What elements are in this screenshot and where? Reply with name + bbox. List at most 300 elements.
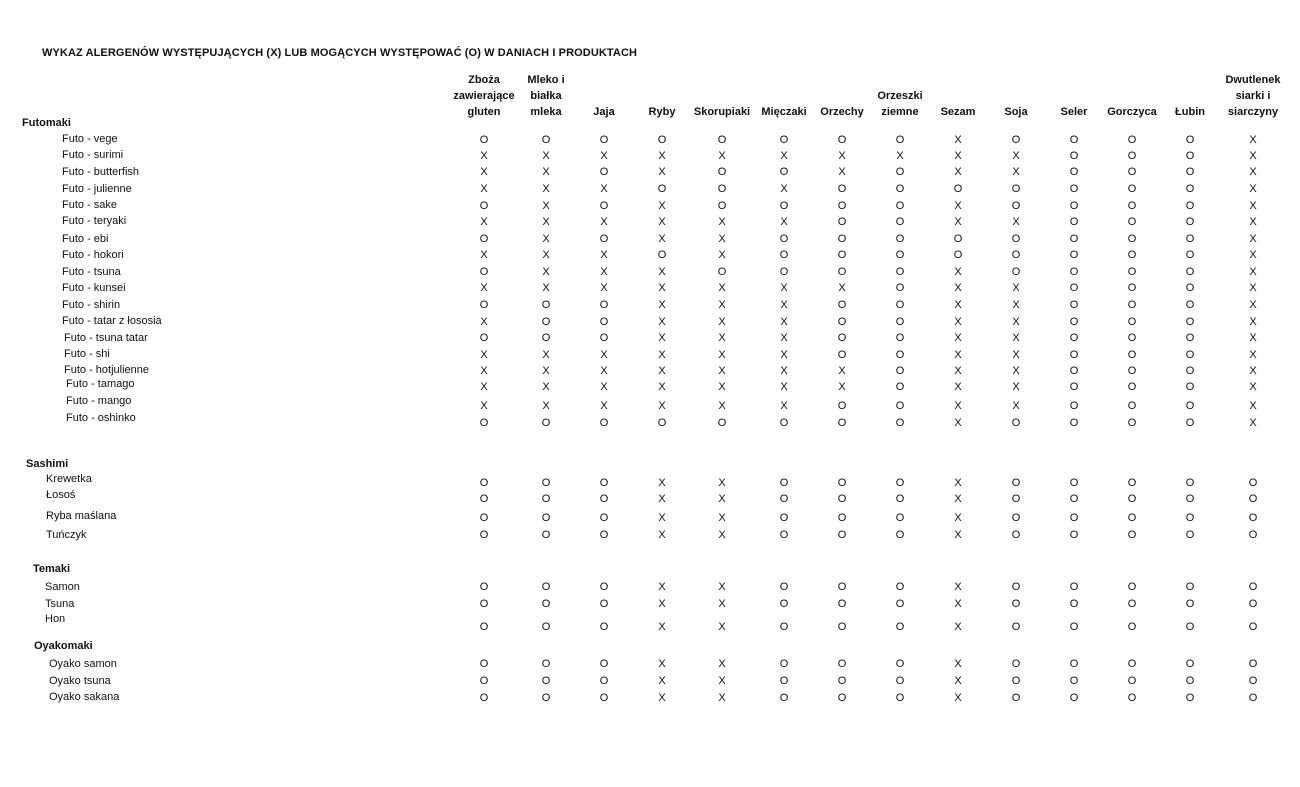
allergen-cell: X — [780, 299, 788, 311]
allergen-cell: X — [954, 400, 962, 412]
allergen-cell: X — [542, 200, 550, 212]
item-name: Futo - mango — [66, 395, 132, 407]
column-header-line: Sezam — [940, 106, 976, 118]
allergen-cell: O — [1127, 477, 1137, 489]
allergen-cell: O — [779, 417, 789, 429]
allergen-cell: X — [718, 692, 726, 704]
item-name: Ryba maślana — [46, 510, 117, 522]
allergen-cell: O — [895, 282, 905, 294]
allergen-cell: O — [779, 621, 789, 633]
allergen-cell: O — [717, 417, 727, 429]
allergen-cell: O — [895, 216, 905, 228]
allergen-cell: O — [1011, 598, 1021, 610]
allergen-cell: X — [600, 266, 608, 278]
allergen-cell: X — [542, 249, 550, 261]
allergen-cell: O — [1011, 581, 1021, 593]
allergen-cell: X — [542, 183, 550, 195]
allergen-cell: X — [954, 349, 962, 361]
item-name: Łosoś — [46, 489, 76, 501]
item-name: Futo - tamago — [66, 378, 135, 390]
allergen-cell: O — [599, 166, 609, 178]
allergen-cell: O — [779, 233, 789, 245]
allergen-cell: X — [718, 316, 726, 328]
allergen-cell: O — [479, 266, 489, 278]
allergen-cell: X — [542, 233, 550, 245]
allergen-cell: X — [1249, 134, 1257, 146]
allergen-cell: O — [717, 200, 727, 212]
allergen-cell: O — [895, 529, 905, 541]
allergen-cell: X — [954, 299, 962, 311]
allergen-cell: O — [717, 166, 727, 178]
allergen-cell: O — [837, 233, 847, 245]
item-name: Futo - shirin — [62, 299, 121, 311]
allergen-cell: O — [837, 581, 847, 593]
allergen-cell: O — [599, 316, 609, 328]
allergen-cell: X — [954, 692, 962, 704]
allergen-cell: O — [779, 200, 789, 212]
item-name: Oyako sakana — [49, 691, 120, 703]
allergen-cell: X — [718, 282, 726, 294]
allergen-cell: X — [838, 166, 846, 178]
allergen-cell: O — [657, 183, 667, 195]
item-name: Oyako tsuna — [49, 675, 111, 687]
allergen-cell: O — [1069, 282, 1079, 294]
allergen-cell: O — [479, 332, 489, 344]
column-header-line: Jaja — [593, 106, 615, 118]
allergen-cell: O — [1185, 299, 1195, 311]
item-name: Tuńczyk — [46, 529, 87, 541]
allergen-cell: O — [599, 581, 609, 593]
allergen-cell: O — [779, 477, 789, 489]
allergen-cell: O — [895, 477, 905, 489]
allergen-cell: X — [1249, 183, 1257, 195]
allergen-cell: O — [1185, 512, 1195, 524]
allergen-cell: X — [718, 400, 726, 412]
allergen-cell: X — [480, 166, 488, 178]
allergen-cell: O — [1185, 658, 1195, 670]
allergen-cell: X — [658, 200, 666, 212]
allergen-cell: O — [1069, 183, 1079, 195]
allergen-cell: X — [1012, 166, 1020, 178]
allergen-cell: O — [837, 621, 847, 633]
allergen-cell: O — [1185, 200, 1195, 212]
allergen-cell: O — [895, 400, 905, 412]
allergen-cell: X — [718, 216, 726, 228]
allergen-cell: X — [954, 166, 962, 178]
allergen-cell: O — [599, 332, 609, 344]
allergen-cell: O — [541, 621, 551, 633]
allergen-cell: X — [658, 675, 666, 687]
allergen-cell: X — [658, 216, 666, 228]
allergen-cell: X — [1249, 400, 1257, 412]
allergen-cell: O — [1069, 349, 1079, 361]
allergen-cell: X — [658, 316, 666, 328]
allergen-cell: O — [1069, 598, 1079, 610]
allergen-cell: X — [718, 477, 726, 489]
allergen-cell: X — [780, 183, 788, 195]
allergen-cell: O — [1069, 477, 1079, 489]
section-title: Temaki — [33, 563, 71, 575]
allergen-cell: O — [479, 417, 489, 429]
allergen-cell: O — [895, 581, 905, 593]
allergen-cell: O — [837, 512, 847, 524]
allergen-cell: X — [954, 417, 962, 429]
allergen-cell: X — [954, 477, 962, 489]
allergen-cell: O — [1185, 621, 1195, 633]
allergen-cell: O — [1011, 134, 1021, 146]
allergen-cell: X — [542, 166, 550, 178]
allergen-cell: X — [1012, 282, 1020, 294]
allergen-cell: O — [779, 598, 789, 610]
allergen-cell: X — [718, 233, 726, 245]
allergen-cell: O — [1011, 200, 1021, 212]
allergen-cell: O — [837, 477, 847, 489]
allergen-cell: X — [600, 282, 608, 294]
allergen-cell: O — [1185, 349, 1195, 361]
allergen-cell: O — [1127, 381, 1137, 393]
allergen-cell: O — [1127, 658, 1137, 670]
allergen-cell: X — [780, 282, 788, 294]
allergen-cell: O — [599, 512, 609, 524]
allergen-cell: O — [1011, 417, 1021, 429]
allergen-cell: O — [717, 134, 727, 146]
allergen-cell: O — [1248, 493, 1258, 505]
item-name: Futo - ebi — [62, 233, 109, 245]
allergen-cell: O — [541, 692, 551, 704]
allergen-cell: O — [1185, 150, 1195, 162]
allergen-cell: X — [1012, 150, 1020, 162]
allergen-cell: O — [1185, 477, 1195, 489]
column-header-line: Seler — [1060, 106, 1088, 118]
allergen-cell: X — [954, 134, 962, 146]
allergen-cell: X — [542, 282, 550, 294]
allergen-cell: O — [1069, 233, 1079, 245]
allergen-cell: X — [954, 316, 962, 328]
allergen-cell: X — [896, 150, 904, 162]
allergen-cell: O — [1069, 675, 1079, 687]
allergen-cell: O — [1011, 233, 1021, 245]
allergen-cell: O — [1127, 529, 1137, 541]
allergen-cell: X — [718, 598, 726, 610]
allergen-cell: X — [658, 381, 666, 393]
allergen-cell: X — [718, 675, 726, 687]
allergen-cell: O — [541, 493, 551, 505]
allergen-cell: O — [1069, 166, 1079, 178]
allergen-cell: X — [600, 381, 608, 393]
allergen-cell: X — [718, 621, 726, 633]
allergen-cell: O — [479, 134, 489, 146]
allergen-cell: X — [718, 493, 726, 505]
allergen-cell: O — [1069, 365, 1079, 377]
allergen-cell: X — [1012, 381, 1020, 393]
allergen-cell: X — [780, 365, 788, 377]
allergen-cell: O — [599, 621, 609, 633]
allergen-cell: O — [1127, 216, 1137, 228]
allergen-cell: O — [1185, 598, 1195, 610]
allergen-cell: O — [1011, 477, 1021, 489]
allergen-cell: O — [1185, 581, 1195, 593]
allergen-cell: O — [837, 349, 847, 361]
allergen-cell: O — [1069, 200, 1079, 212]
allergen-cell: O — [1185, 216, 1195, 228]
allergen-cell: O — [779, 581, 789, 593]
allergen-cell: O — [541, 529, 551, 541]
allergen-cell: X — [838, 282, 846, 294]
allergen-cell: O — [479, 233, 489, 245]
allergen-cell: O — [895, 249, 905, 261]
allergen-cell: X — [658, 598, 666, 610]
item-name: Hon — [45, 613, 66, 625]
allergen-cell: X — [838, 365, 846, 377]
allergen-cell: O — [1069, 692, 1079, 704]
column-header-line: Zboża — [468, 74, 500, 86]
allergen-cell: O — [657, 249, 667, 261]
allergen-cell: O — [541, 512, 551, 524]
allergen-cell: X — [954, 675, 962, 687]
allergen-cell: O — [1185, 316, 1195, 328]
item-name: Futo - oshinko — [66, 412, 136, 424]
allergen-cell: X — [480, 349, 488, 361]
allergen-cell: O — [895, 233, 905, 245]
allergen-cell: O — [1127, 332, 1137, 344]
column-header-line: Orzechy — [820, 106, 864, 118]
allergen-cell: O — [1069, 316, 1079, 328]
column-header-line: Łubin — [1175, 106, 1205, 118]
allergen-cell: O — [599, 233, 609, 245]
allergen-cell: O — [1127, 316, 1137, 328]
allergen-cell: X — [718, 249, 726, 261]
allergen-cell: X — [542, 266, 550, 278]
allergen-cell: X — [1249, 266, 1257, 278]
allergen-cell: X — [718, 581, 726, 593]
allergen-cell: O — [1127, 675, 1137, 687]
allergen-cell: X — [658, 266, 666, 278]
allergen-cell: X — [600, 349, 608, 361]
allergen-cell: O — [479, 658, 489, 670]
allergen-cell: X — [1249, 216, 1257, 228]
allergen-cell: X — [718, 332, 726, 344]
allergen-cell: O — [1069, 621, 1079, 633]
allergen-cell: O — [1011, 529, 1021, 541]
allergen-cell: X — [658, 365, 666, 377]
allergen-cell: O — [779, 166, 789, 178]
allergen-cell: X — [1249, 233, 1257, 245]
allergen-cell: O — [895, 621, 905, 633]
item-name: Futo - julienne — [62, 183, 132, 195]
allergen-cell: O — [1127, 365, 1137, 377]
item-name: Futo - kunsei — [62, 282, 126, 294]
column-header-line: Mięczaki — [761, 106, 807, 118]
allergen-cell: O — [541, 581, 551, 593]
allergen-cell: O — [1185, 282, 1195, 294]
allergen-cell: O — [837, 692, 847, 704]
allergen-cell: O — [837, 183, 847, 195]
allergen-cell: X — [542, 381, 550, 393]
allergen-cell: O — [779, 266, 789, 278]
allergen-cell: O — [479, 692, 489, 704]
allergen-cell: X — [838, 150, 846, 162]
allergen-cell: O — [1069, 493, 1079, 505]
allergen-cell: X — [838, 381, 846, 393]
allergen-cell: X — [1012, 316, 1020, 328]
allergen-cell: O — [837, 598, 847, 610]
allergen-cell: O — [837, 332, 847, 344]
allergen-cell: O — [599, 493, 609, 505]
allergen-cell: O — [895, 692, 905, 704]
column-header-line: Mleko i — [527, 74, 565, 86]
allergen-cell: X — [1249, 316, 1257, 328]
allergen-cell: O — [599, 477, 609, 489]
column-header-line: siarczyny — [1227, 106, 1279, 118]
allergen-cell: X — [780, 400, 788, 412]
allergen-cell: O — [1069, 581, 1079, 593]
allergen-cell: X — [658, 581, 666, 593]
allergen-cell: X — [1249, 282, 1257, 294]
section-title: Futomaki — [22, 117, 71, 129]
allergen-cell: O — [1185, 381, 1195, 393]
allergen-cell: X — [954, 332, 962, 344]
allergen-cell: O — [1248, 477, 1258, 489]
allergen-cell: X — [658, 349, 666, 361]
item-name: Futo - hokori — [62, 249, 124, 261]
allergen-cell: O — [779, 249, 789, 261]
allergen-cell: X — [542, 400, 550, 412]
allergen-cell: O — [895, 166, 905, 178]
column-header-line: ziemne — [881, 106, 919, 118]
allergen-cell: X — [542, 150, 550, 162]
allergen-cell: O — [1127, 621, 1137, 633]
allergen-cell: X — [780, 381, 788, 393]
allergen-cell: X — [480, 249, 488, 261]
column-header-line: Orzeszki — [877, 90, 923, 102]
allergen-cell: O — [599, 299, 609, 311]
allergen-cell: X — [658, 658, 666, 670]
allergen-cell: O — [479, 200, 489, 212]
allergen-cell: X — [1249, 249, 1257, 261]
allergen-cell: X — [954, 216, 962, 228]
allergen-cell: X — [600, 150, 608, 162]
allergen-cell: O — [479, 512, 489, 524]
allergen-cell: O — [779, 493, 789, 505]
allergen-cell: X — [718, 658, 726, 670]
allergen-cell: O — [1248, 581, 1258, 593]
allergen-cell: O — [1069, 150, 1079, 162]
allergen-cell: X — [480, 216, 488, 228]
allergen-cell: X — [718, 299, 726, 311]
allergen-cell: O — [599, 658, 609, 670]
allergen-cell: O — [1185, 249, 1195, 261]
allergen-cell: X — [954, 381, 962, 393]
allergen-cell: O — [1185, 675, 1195, 687]
allergen-cell: O — [1127, 417, 1137, 429]
column-header-line: zawierające — [453, 90, 515, 102]
allergen-cell: O — [1069, 299, 1079, 311]
allergen-cell: O — [1127, 598, 1137, 610]
allergen-cell: O — [479, 621, 489, 633]
allergen-cell: X — [954, 200, 962, 212]
allergen-cell: O — [1127, 166, 1137, 178]
allergen-cell: X — [658, 493, 666, 505]
allergen-cell: O — [1069, 381, 1079, 393]
allergen-cell: O — [599, 417, 609, 429]
section-title: Oyakomaki — [34, 640, 93, 652]
allergen-cell: X — [600, 249, 608, 261]
allergen-cell: O — [953, 233, 963, 245]
allergen-cell: O — [779, 675, 789, 687]
allergen-cell: O — [479, 598, 489, 610]
column-header-line: Gorczyca — [1107, 106, 1157, 118]
item-name: Futo - teryaki — [62, 215, 127, 227]
allergen-cell: O — [837, 299, 847, 311]
allergen-cell: X — [1249, 381, 1257, 393]
allergen-cell: O — [837, 249, 847, 261]
allergen-cell: O — [599, 598, 609, 610]
allergen-cell: O — [1185, 417, 1195, 429]
allergen-cell: O — [1069, 529, 1079, 541]
allergen-cell: O — [541, 332, 551, 344]
allergen-cell: O — [1069, 266, 1079, 278]
allergen-cell: X — [542, 349, 550, 361]
allergen-cell: O — [1011, 658, 1021, 670]
allergen-cell: O — [1011, 266, 1021, 278]
allergen-cell: O — [541, 598, 551, 610]
allergen-cell: O — [895, 200, 905, 212]
allergen-cell: X — [658, 166, 666, 178]
allergen-cell: X — [658, 150, 666, 162]
item-name: Futo - shi — [64, 348, 110, 360]
item-name: Futo - tatar z łososia — [62, 315, 162, 327]
allergen-cell: O — [1127, 349, 1137, 361]
allergen-cell: X — [780, 216, 788, 228]
allergen-cell: X — [954, 581, 962, 593]
allergen-cell: O — [479, 675, 489, 687]
allergen-cell: O — [1069, 658, 1079, 670]
allergen-cell: O — [895, 134, 905, 146]
allergen-cell: X — [718, 150, 726, 162]
allergen-cell: O — [895, 349, 905, 361]
allergen-cell: O — [837, 316, 847, 328]
allergen-cell: O — [1248, 621, 1258, 633]
document-title: WYKAZ ALERGENÓW WYSTĘPUJĄCYCH (X) LUB MOGĄCYCH WYSTĘPOWAĆ (O) W DANIACH I PRODUKTACH — [42, 47, 638, 59]
item-name: Futo - sake — [62, 199, 118, 211]
allergen-cell: X — [1012, 216, 1020, 228]
allergen-cell: X — [600, 183, 608, 195]
allergen-cell: X — [1249, 299, 1257, 311]
allergen-cell: O — [953, 249, 963, 261]
allergen-cell: X — [480, 183, 488, 195]
allergen-cell: O — [1248, 675, 1258, 687]
allergen-cell: X — [658, 400, 666, 412]
allergen-cell: O — [479, 581, 489, 593]
allergen-cell: O — [1185, 365, 1195, 377]
allergen-cell: O — [1011, 512, 1021, 524]
allergen-cell: O — [541, 658, 551, 670]
allergen-cell: X — [480, 400, 488, 412]
allergen-cell: O — [599, 134, 609, 146]
allergen-cell: X — [658, 512, 666, 524]
allergen-cell: O — [1127, 581, 1137, 593]
allergen-cell: O — [837, 200, 847, 212]
allergen-cell: X — [718, 349, 726, 361]
column-header-line: mleka — [530, 106, 562, 118]
allergen-cell: O — [895, 675, 905, 687]
allergen-cell: O — [1069, 512, 1079, 524]
allergen-cell: O — [1069, 400, 1079, 412]
allergen-cell: X — [954, 598, 962, 610]
allergen-cell: X — [1012, 299, 1020, 311]
allergen-cell: O — [1185, 400, 1195, 412]
allergen-cell: O — [1127, 183, 1137, 195]
